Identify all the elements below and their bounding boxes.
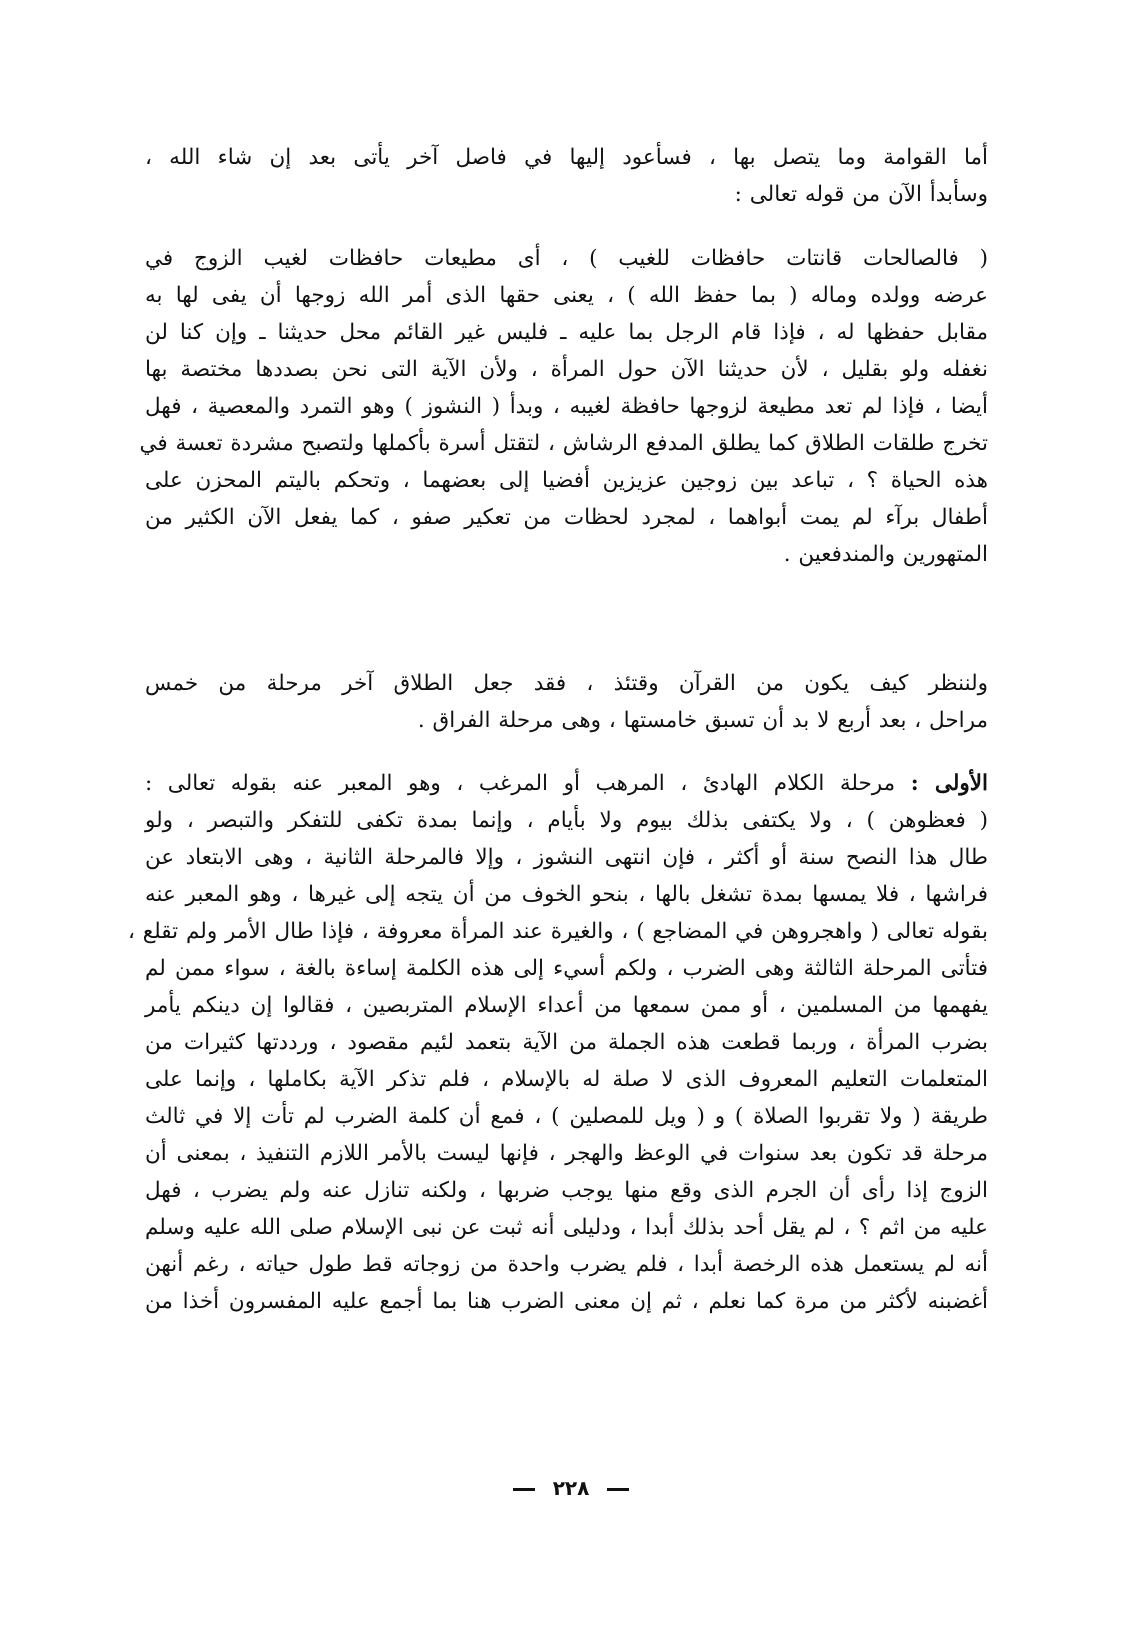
stage-heading: الأولى : xyxy=(910,771,988,796)
text-line: مقابل حفظها له ، فإذا قام الرجل بما عليه ـ فليس غير القائم محل حديثنا ـ وإن كنا لن xyxy=(145,320,988,345)
text-line: ( فعظوهن ) ، ولا يكتفى بذلك بيوم ولا بأيام ، وإنما بمدة تكفى للتفكر والتبصر ، ولو xyxy=(145,808,988,833)
text-line: أما القوامة وما يتصل بها ، فسأعود إليها في فاصل آخر يأتى بعد إن شاء الله ، xyxy=(145,145,988,170)
text-line: نغفله ولو بقليل ، لأن حديثنا الآن حول المرأة ، ولأن الآية التى نحن بصددها مختصة بها xyxy=(145,357,988,382)
text-line: ( فالصالحات قانتات حافظات للغيب ) ، أى مطيعات حافظات لغيب الزوج في xyxy=(145,246,988,271)
text-line: هذه الحياة ؟ ، تباعد بين زوجين عزيزين أفضيا إلى بعضهما ، وتحكم باليتم المحزن على xyxy=(145,468,988,493)
left-dash xyxy=(607,1488,629,1491)
text-line: وسأبدأ الآن من قوله تعالى : xyxy=(734,182,988,207)
text-line: فتأتى المرحلة الثالثة وهى الضرب ، ولكم أسيء إلى هذه الكلمة إساءة بالغة ، سواء ممن لم xyxy=(145,956,988,981)
text-line: المتهورين والمندفعين . xyxy=(783,542,988,567)
page-number xyxy=(0,1476,1142,1500)
text-line: طريقة ( ولا تقربوا الصلاة ) و ( ويل للمصلين ) ، فمع أن كلمة الضرب لم تأت إلا في ثالث xyxy=(145,1104,989,1129)
page-number-value: ٢٢٨ xyxy=(552,1476,590,1500)
text-line: أيضا ، فإذا لم تعد مطيعة لزوجها حافظة لغيبه ، وبدأ ( النشوز ) وهو التمرد والمعصية ، فهل xyxy=(145,394,988,419)
text-line: بضرب المرأة ، وربما قطعت هذه الجملة من الآية بتعمد لئيم مقصود ، ورددتها كثيرات من xyxy=(145,1030,988,1055)
text-line: عليه من اثم ؟ ، لم يقل أحد بذلك أبدا ، ودليلى أنه ثبت عن نبى الإسلام صلى الله عليه وسلم xyxy=(145,1215,988,1240)
text-line: مرحلة قد تكون بعد سنوات في الوعظ والهجر ، فإنها ليست بالأمر اللازم التنفيذ ، بمعنى أن xyxy=(145,1141,988,1166)
text-line: طال هذا النصح سنة أو أكثر ، فإن انتهى النشوز ، وإلا فالمرحلة الثانية ، وهى الابتعاد عن xyxy=(145,845,988,870)
paragraph-salihat xyxy=(139,240,988,573)
text-line: يفهمها من المسلمين ، أو ممن سمعها من أعداء الإسلام المتربصين ، فقالوا إن دينكم يأمر xyxy=(145,993,988,1018)
text-line: تخرج طلقات الطلاق كما يطلق المدفع الرشاش ، لتقتل أسرة بأكملها ولتصبح مشردة تعسة في xyxy=(139,431,988,456)
text-line: مراحل ، بعد أربع لا بد أن تسبق خامستها ، وهى مرحلة الفراق . xyxy=(417,708,988,733)
text-line: عرضه وولده وماله ( بما حفظ الله ) ، يعنى حقها الذى أمر الله زوجها أن يفى لها به xyxy=(145,283,988,308)
paragraph-qawama-intro xyxy=(145,139,988,213)
paragraph-five-stages xyxy=(145,665,988,739)
text-line: أغضبنه لأكثر من مرة كما نعلم ، ثم إن معنى الضرب هنا بما أجمع عليه المفسرون أخذا من xyxy=(145,1289,988,1314)
text-line: الزوج إذا رأى أن الجرم الذى وقع منها يوجب ضربها ، ولكنه تنازل عنه ولم يضرب ، فهل xyxy=(145,1178,988,1203)
text-line: أطفال برآء لم يمت أبواهما ، لمجرد لحظات من تعكير صفو ، كما يفعل الآن الكثير من xyxy=(145,505,988,530)
text-line: فراشها ، فلا يمسها بمدة تشغل بالها ، بنحو الخوف من أن يتجه إلى غيرها ، وهو المعبر عنه xyxy=(145,882,988,907)
right-dash xyxy=(513,1488,535,1491)
text-line: بقوله تعالى ( واهجروهن في المضاجع ) ، والغيرة عند المرأة معروفة ، فإذا طال الأمر ولم تقلع ، xyxy=(127,919,988,944)
text-line: المتعلمات التعليم المعروف الذى لا صلة له بالإسلام ، فلم تذكر الآية بكاملها ، وإنما على xyxy=(145,1067,988,1092)
paragraph-first-stage xyxy=(127,765,989,1320)
text-line: ولننظر كيف يكون من القرآن وقتئذ ، فقد جعل الطلاق آخر مرحلة من خمس xyxy=(145,671,988,696)
text-line xyxy=(145,765,988,802)
text-line: أنه لم يستعمل هذه الرخصة أبدا ، فلم يضرب واحدة من زوجاته قط طول حياته ، رغم أنهن xyxy=(145,1252,988,1277)
text-line-content: مرحلة الكلام الهادئ ، المرهب أو المرغب ، وهو المعبر عنه بقوله تعالى : xyxy=(145,771,896,796)
